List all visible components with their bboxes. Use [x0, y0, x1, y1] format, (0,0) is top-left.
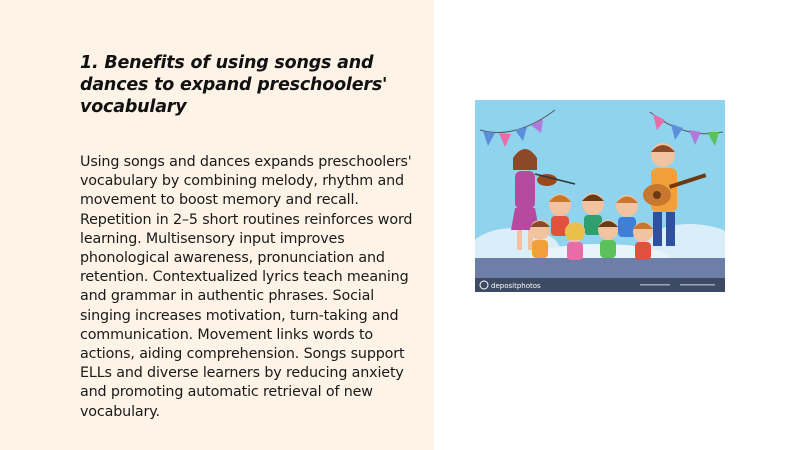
illustration-svg — [475, 100, 725, 292]
slide-title: 1. Benefits of using songs and dances to expand preschoolers' vocabulary — [80, 53, 388, 117]
slide-body: Using songs and dances expands preschoolers' vocabulary by combining melody, rhythm and movement to boost memory and recall. Repetition in 2–5 short routines reinforces word learning. Multisensory input improves phonological awareness, pronunciation and retention. Contextualized lyrics teach meaning and grammar in authentic phrases. Social singing increases motivation, turn-taking and communication. Movement links words to actions, aiding comprehension. Songs support ELLs and diverse learners by reducing anxiety and promoting automatic retrieval of new vocabulary. — [80, 154, 413, 420]
children-singing-illustration — [475, 100, 725, 292]
watermark-text: depositphotos — [491, 282, 541, 290]
